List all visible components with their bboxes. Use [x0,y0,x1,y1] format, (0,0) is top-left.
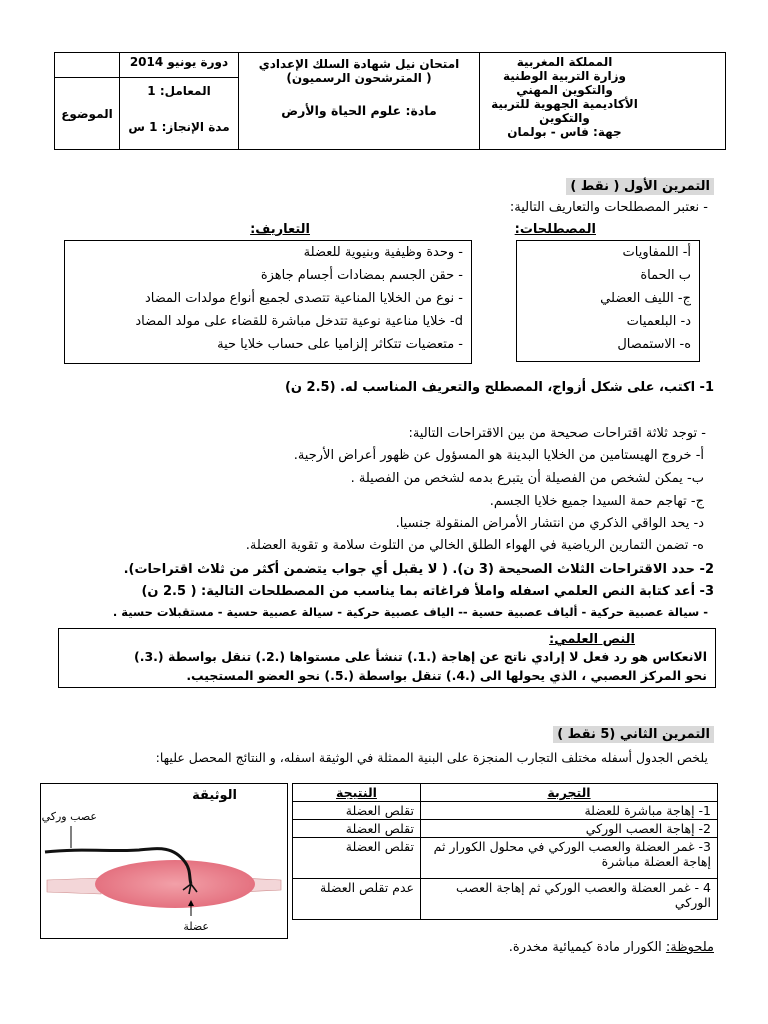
label-muscle: عضلة [183,920,209,933]
document-title: الوثيقة [192,788,237,803]
props-intro: - توجد ثلاثة اقتراحات صحيحة من بين الاقتراحات التالية: [408,426,706,441]
label-nerve: عصب وركي [41,810,97,823]
left-tendon [47,878,101,894]
question-3: 3- أعد كتابة النص العلمي اسفله واملأ فراغاته بما يناسب من المصطلحات التالية: ( 2.5 ن) [141,584,714,599]
table-row: 3- غمر العضلة والعصب الوركي في محلول الكورار ثم إهاجة العضلة مباشرة تقلص العضلة [293,838,718,879]
question-1: 1- اكتب، على شكل أزواج، المصطلح والتعريف المناسب له. (2.5 ن) [284,380,714,395]
science-text-box [58,628,716,688]
table-row: 2- إهاجة العصب الوركي تقلص العضلة [293,820,718,838]
defs-box [64,240,472,364]
exam-header-table [54,52,726,150]
def-2: - حقن الجسم بمضادات أجسام جاهزة [260,268,463,283]
question-2: 2- حدد الاقتراحات الثلاث الصحيحة (3 ن). ( لا يقبل أي جواب يتضمن أكثر من ثلاث اقتراحات). [123,562,714,577]
term-e: ه- الاستمصال [617,337,691,352]
prop-b: ب- يمكن لشخص من الفصيلة أن يتبرع بدمه لشخص من الفصيلة . [350,471,704,486]
session-cell: دورة يونيو 2014 [120,53,239,78]
term-a: أ- اللمفاويات [622,245,691,260]
prop-a: أ- خروج الهيستامين من الخلايا البدينة هو المسؤول عن ظهور أعراض الأرجية. [293,448,704,463]
muscle-nerve-drawing [41,784,287,938]
topic-cell: الموضوع [55,78,120,150]
prop-e: ه- تضمن التمارين الرياضية في الهواء الطلق الخالي من التلوث سلامة و تقوية العضلة. [245,538,704,553]
note-text: الكورار مادة كيميائية مخدرة. [508,940,662,955]
experiments-table [292,783,718,920]
col-result: النتيجة [293,784,421,802]
note-label: ملحوظة: [665,940,714,955]
science-title: النص العلمي: [549,632,635,647]
def-5: - متعضيات تتكاثر إلزاميا على حساب خلايا حية [217,337,463,352]
terms-label: المصطلحات: [514,222,596,237]
prop-d: د- يحد الواقي الذكري من انتشار الأمراض المنقولة جنسيا. [395,516,704,531]
def-3: - نوع من الخلايا المناعية تتصدى لجميع أنواع مولدات المضاد [144,291,463,306]
coef-duration-cell: المعامل: 1 مدة الإنجاز: 1 س [120,78,239,150]
def-1: - وحدة وظيفية وبنيوية للعضلة [303,245,463,260]
def-4: d- خلايا مناعية نوعية تتدخل مباشرة للقضاء على مولد المضاد [135,314,463,329]
exam-cell: امتحان نيل شهادة السلك الإعدادي ( المترشحون الرسميون) مادة: علوم الحياة والأرض [239,53,480,150]
term-c: ج- الليف العضلي [600,291,691,306]
ex1-intro: - نعتبر المصطلحات والتعاريف التالية: [509,200,708,215]
ex2-title: التمرين الثاني (5 نقط ) [553,726,714,743]
defs-label: التعاريف: [250,222,310,237]
prop-c: ج- تهاجم حمة السيدا جميع خلايا الجسم. [489,494,704,509]
col-experiment: التجربة [421,784,718,802]
word-bank: - سيالة عصبية حركية - ألياف عصبية حسية -- الياف عصبية حركية - سيالة عصبية حسية - مستقبلات حسية . [112,605,708,619]
table-row: 1- إهاجة مباشرة للعضلة تقلص العضلة [293,802,718,820]
terms-box [516,240,700,362]
muscle-shape [95,860,255,908]
term-b: ب الحماة [640,268,691,283]
kingdom-cell: المملكة المغربية وزارة التربية الوطنية والتكوين المهني الأكاديمية الجهوية للتربية والتكوين جهة: فاس - بولمان [480,53,726,150]
science-line-1: الانعكاس هو رد فعل لا إرادي ناتج عن إهاجة (.1.) تنشأ على مستواها (.2.) تنقل بواسطة (.3.) [134,649,707,664]
note-line [509,940,714,955]
science-line-2: نحو المركز العصبي ، الذي يحولها الى (.4.) تنقل بواسطة (.5.) نحو العضو المستجيب. [186,668,707,683]
ex2-intro: يلخص الجدول أسفله مختلف التجارب المنجزة على البنية الممثلة في الوثيقة اسفله، و النتائج المحصل عليها: [155,750,708,765]
document-figure [40,783,288,939]
term-d: د- البلعميات [626,314,691,329]
table-row: 4 - غمر العضلة والعصب الوركي ثم إهاجة العصب الوركي عدم تقلص العضلة [293,879,718,920]
ex1-title: التمرين الأول ( نقط ) [566,178,714,195]
